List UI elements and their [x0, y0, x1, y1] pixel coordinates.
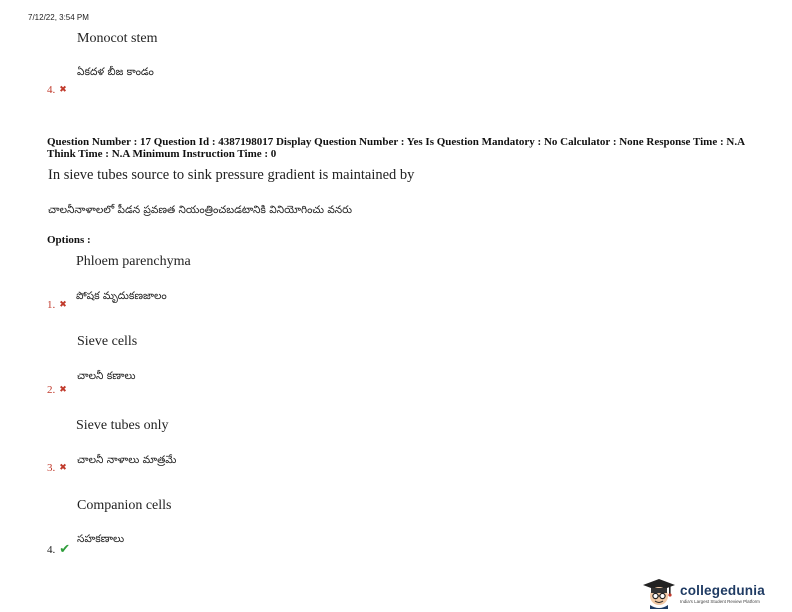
question-meta: Question Number : 17 Question Id : 4387198017 Display Question Number : Yes Is Question Mandatory : No Calculator : None Response Time : N.A Think Time : N.A Minimum Instruction Time : 0	[47, 136, 745, 160]
cross-icon: ✖	[59, 463, 67, 473]
option-3-number: 3.	[47, 462, 56, 474]
option-4-number: 4.	[47, 543, 56, 556]
prev-option-4-english: Monocot stem	[77, 31, 158, 46]
option-1-telugu: పోషక మృదుకణజాలం	[76, 290, 167, 302]
option-4-telugu: సహకణాలు	[77, 533, 125, 545]
logo-text	[680, 583, 765, 604]
option-2-number-row	[47, 384, 67, 396]
option-3-telugu: చాలనీ నాళాలు మాత్రమే	[77, 454, 177, 466]
option-1-number: 1.	[47, 299, 56, 311]
check-icon: ✔	[59, 542, 71, 557]
option-1-english: Phloem parenchyma	[76, 254, 191, 269]
option-2-english: Sieve cells	[77, 334, 138, 349]
prev-option-4-number-row	[47, 84, 67, 96]
options-label: Options :	[47, 234, 91, 246]
option-4-english: Companion cells	[77, 498, 172, 513]
question-text-english: In sieve tubes source to sink pressure gradient is maintained by	[48, 167, 415, 183]
question-text-telugu: చాలనీనాళాలలో పీడన ప్రవణత నియంత్రించబడటానికి వినియోగించు వనరు	[48, 204, 353, 216]
brand-name: collegedunia	[680, 582, 765, 598]
option-2-number: 2.	[47, 384, 56, 396]
option-3-english: Sieve tubes only	[76, 418, 169, 433]
brand-tagline: India's Largest Student Review Platform	[680, 598, 760, 604]
cross-icon: ✖	[59, 85, 67, 95]
option-3-number-row	[47, 462, 67, 474]
cross-icon: ✖	[59, 385, 67, 395]
graduate-mascot-icon	[642, 577, 676, 609]
cross-icon: ✖	[59, 300, 67, 310]
option-2-telugu: చాలనీ కణాలు	[77, 370, 136, 382]
option-4-number-row	[47, 542, 70, 557]
collegedunia-logo	[642, 576, 790, 610]
print-timestamp: 7/12/22, 3:54 PM	[28, 13, 89, 22]
prev-option-4-telugu: ఏకదళ బీజ కాండం	[77, 66, 154, 78]
option-1-number-row	[47, 299, 67, 311]
prev-option-4-number: 4.	[47, 84, 56, 96]
